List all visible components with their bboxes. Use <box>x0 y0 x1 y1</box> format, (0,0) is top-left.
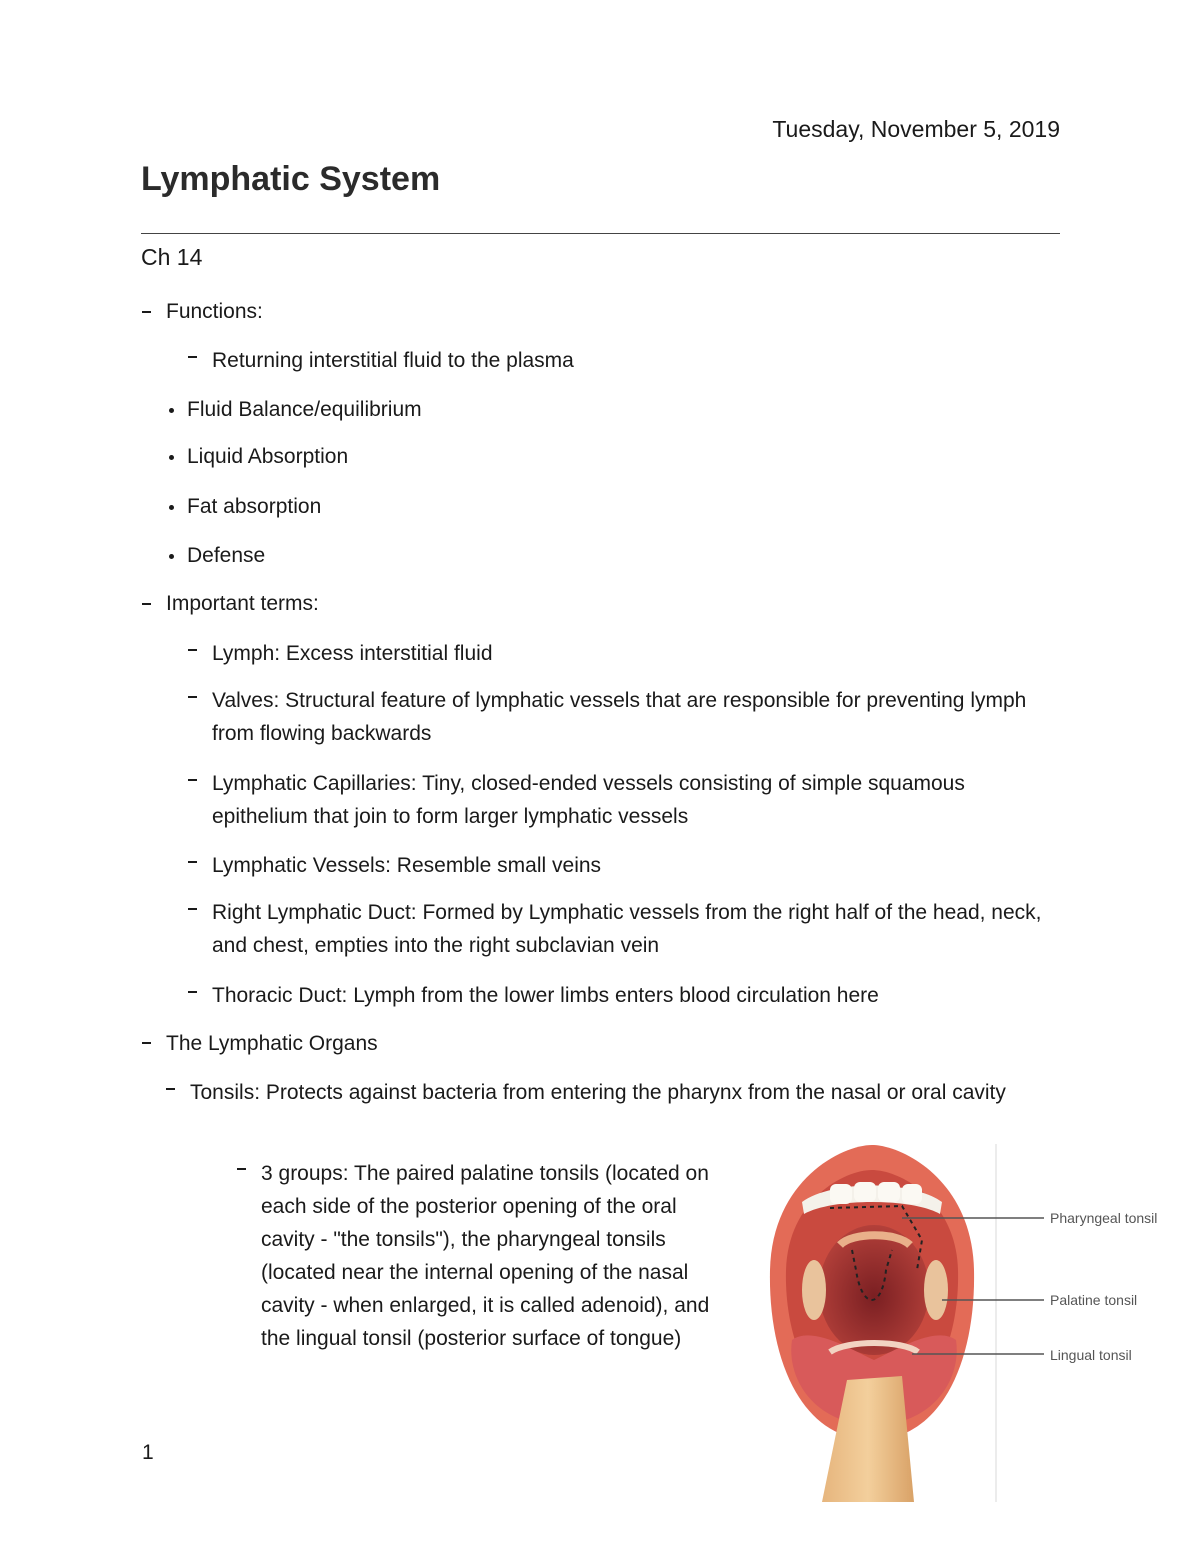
tonsil-groups-item: 3 groups: The paired palatine tonsils (located on each side of the posterior opening of the oral cavity - "the tonsils"), the pharyngeal tonsils (located near the internal opening of the nasal cavity - when enlarged, it is called adenoid), and the lingual tonsil (posterior surface of tongue) <box>261 1162 710 1350</box>
function-bullet: Defense <box>187 544 266 567</box>
round-bullet <box>169 408 174 413</box>
round-bullet <box>169 505 174 510</box>
dash-bullet <box>142 1042 151 1044</box>
dash-bullet <box>188 356 197 358</box>
dash-bullet <box>188 861 197 863</box>
functions-sub-item: Returning interstitial fluid to the plasma <box>212 349 574 372</box>
term-item: Right Lymphatic Duct: Formed by Lymphatic vessels from the right half of the head, neck, and chest, empties into the right subclavian vein <box>212 901 1042 957</box>
page-number: 1 <box>142 1441 154 1464</box>
term-item: Lymphatic Vessels: Resemble small veins <box>212 854 602 877</box>
tonsils-item: Tonsils: Protects against bacteria from entering the pharynx from the nasal or oral cavity <box>190 1081 1006 1104</box>
dash-bullet <box>142 603 151 605</box>
function-bullet: Fluid Balance/equilibrium <box>187 398 422 421</box>
page-title: Lymphatic System <box>141 160 441 198</box>
term-item: Lymph: Excess interstitial fluid <box>212 642 493 665</box>
terms-heading: Important terms: <box>166 592 319 615</box>
chapter-heading: Ch 14 <box>141 244 203 270</box>
dash-bullet <box>188 649 197 651</box>
pharyngeal-tonsil-label: Pharyngeal tonsil <box>1050 1210 1158 1226</box>
term-item: Valves: Structural feature of lymphatic vessels that are responsible for preventing lymph from flowing backwards <box>212 689 1027 745</box>
round-bullet <box>169 554 174 559</box>
term-item: Thoracic Duct: Lymph from the lower limbs enters blood circulation here <box>212 984 879 1007</box>
dash-bullet <box>142 311 151 313</box>
function-bullet: Fat absorption <box>187 495 322 518</box>
round-bullet <box>169 455 174 460</box>
dash-bullet <box>188 991 197 993</box>
lingual-tonsil-label: Lingual tonsil <box>1050 1347 1132 1363</box>
dash-bullet <box>188 908 197 910</box>
mouth-icon <box>770 1145 974 1502</box>
dash-bullet <box>237 1168 246 1170</box>
title-divider <box>141 233 1060 234</box>
dash-bullet <box>166 1088 175 1090</box>
function-bullet: Liquid Absorption <box>187 445 349 468</box>
organs-heading: The Lymphatic Organs <box>166 1032 378 1055</box>
document-date: Tuesday, November 5, 2019 <box>772 116 1060 142</box>
palatine-tonsil-label: Palatine tonsil <box>1050 1292 1138 1308</box>
functions-heading: Functions: <box>166 300 263 323</box>
dash-bullet <box>188 696 197 698</box>
dash-bullet <box>188 779 197 781</box>
term-item: Lymphatic Capillaries: Tiny, closed-ended vessels consisting of simple squamous epithelium that join to form larger lymphatic vessels <box>212 772 965 828</box>
tonsils-illustration <box>752 1140 1182 1505</box>
